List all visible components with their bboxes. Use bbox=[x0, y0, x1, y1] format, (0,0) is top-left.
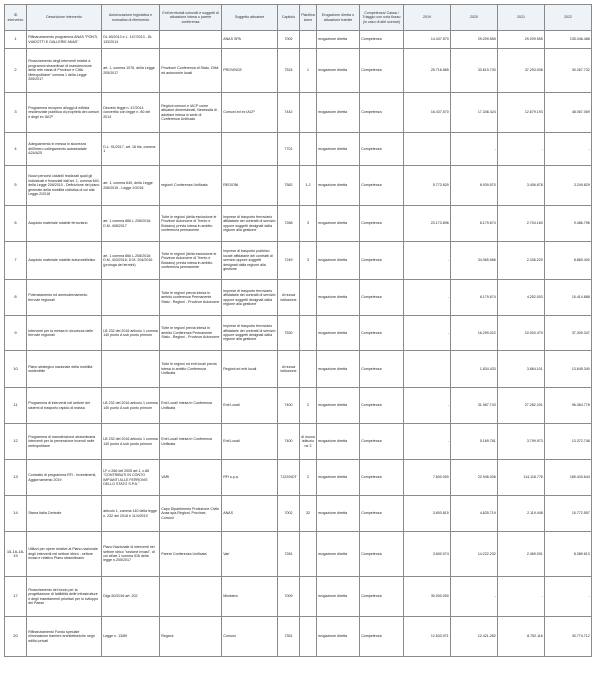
table-cell-2019: 23.173.896 bbox=[404, 206, 451, 242]
table-cell-2019: 14.437.570 bbox=[404, 31, 451, 49]
table-cell-competence: Competenza bbox=[360, 280, 404, 316]
table-cell-planning bbox=[300, 280, 317, 316]
table-cell-id: 13 bbox=[5, 460, 27, 496]
table-cell-2022: - bbox=[545, 577, 592, 617]
table-cell-authorization: art. 1 comma 866 L.208/2016; D.M. 403/2016; D.M. 204/2016 (proroga dei termini) bbox=[102, 242, 160, 280]
table-cell-implementer: Enti Locali bbox=[222, 388, 278, 424]
table-cell-description: Potenziamento ed ammodernamento ferrovie regionali bbox=[27, 280, 102, 316]
table-cell-2022: 9.486.796 bbox=[545, 206, 592, 242]
col-2021-header: 2021 bbox=[498, 5, 545, 31]
col-2019-header: 2019 bbox=[404, 5, 451, 31]
table-cell-2021: 37.293.008 bbox=[498, 49, 545, 93]
table-cell-implementer: ANAS bbox=[222, 496, 278, 532]
table-cell-disbursement: erogazione diretta bbox=[317, 49, 360, 93]
header-row bbox=[5, 5, 592, 31]
table-cell-competence: Competenza bbox=[360, 49, 404, 93]
table-cell-2020: 6.939.570 bbox=[451, 166, 498, 206]
table-cell-chapter: 7268 bbox=[278, 206, 300, 242]
table-cell-2022: 15.772.557 bbox=[545, 496, 592, 532]
table-cell-id: 17 bbox=[5, 577, 27, 617]
table-cell-authorization bbox=[102, 351, 160, 388]
table-cell-2020: - bbox=[451, 133, 498, 166]
table-cell-chapter: 7582 bbox=[278, 166, 300, 206]
table-cell-description: Acquisto materiale rotabile ferroviario bbox=[27, 206, 102, 242]
table-cell-chapter: 7009 bbox=[278, 577, 300, 617]
table-cell-chapter: di nuova istituzione bbox=[278, 280, 300, 316]
col-id-header: ID intervento bbox=[5, 5, 27, 31]
col-2022-header: 2022 bbox=[545, 5, 592, 31]
table-cell-entities: Regioni comuni e IACP come attuatori dimensionali, Necessità di adottare intesa in sede di Conferenza Unificata bbox=[160, 93, 222, 133]
table-cell-entities: Parere Conferenza Unificata bbox=[160, 532, 222, 577]
table-row bbox=[5, 49, 592, 93]
table-cell-competence: Competenza bbox=[360, 496, 404, 532]
table-cell-competence: Competenza bbox=[360, 93, 404, 133]
table-cell-2020: 22.946.036 bbox=[451, 460, 498, 496]
table-cell-disbursement: erogazione diretta bbox=[317, 460, 360, 496]
table-cell-implementer: Comuni bbox=[222, 617, 278, 657]
table-cell-entities: Regioni bbox=[160, 617, 222, 657]
table-cell-chapter: 7442 bbox=[278, 93, 300, 133]
col-chapter-header: Capitolo bbox=[278, 5, 300, 31]
table-row bbox=[5, 460, 592, 496]
col-disbursement-header: Erogazione diretta o attuazione tramite bbox=[317, 5, 360, 31]
table-cell-planning: 1-2 bbox=[300, 166, 317, 206]
table-cell-implementer: Comuni ed ex IACP bbox=[222, 93, 278, 133]
table-cell-2020: 29.209.555 bbox=[451, 31, 498, 49]
table-cell-2019: 16.437.570 bbox=[404, 93, 451, 133]
table-cell-id: 6 bbox=[5, 206, 27, 242]
table-cell-id: 9 bbox=[5, 316, 27, 351]
table-cell-competence: Competenza bbox=[360, 388, 404, 424]
table-cell-competence: Competenza bbox=[360, 577, 404, 617]
table-cell-disbursement: erogazione diretta bbox=[317, 31, 360, 49]
table-row bbox=[5, 388, 592, 424]
table-cell-2022: 3.249.829 bbox=[545, 166, 592, 206]
table-cell-2020: 6.179.674 bbox=[451, 280, 498, 316]
table-cell-2021: 3.864.101 bbox=[498, 351, 545, 388]
table-cell-chapter: 7002 bbox=[278, 31, 300, 49]
col-2020-header: 2020 bbox=[451, 5, 498, 31]
table-cell-disbursement: erogazione diretta bbox=[317, 93, 360, 133]
table-cell-planning bbox=[300, 93, 317, 133]
table-cell-2022: 8.880.400 bbox=[545, 242, 592, 280]
table-cell-disbursement: erogazione diretta bbox=[317, 133, 360, 166]
table-cell-description: Programma di interventi nel settore dei sistemi di trasporto rapido di massa bbox=[27, 388, 102, 424]
table-cell-planning bbox=[300, 31, 317, 49]
table-cell-2022: 185.443.644 bbox=[545, 460, 592, 496]
table-row bbox=[5, 496, 592, 532]
table-cell-entities bbox=[160, 133, 222, 166]
table-row bbox=[5, 617, 592, 657]
table-cell-id: 4 bbox=[5, 133, 27, 166]
table-cell-authorization: Dlgs 50/2016 art. 202 bbox=[102, 577, 160, 617]
table-cell-authorization: Decreto legge n. 47/2014 convertito con legge n. 80 del 2014 bbox=[102, 93, 160, 133]
table-cell-authorization: Legge n. 13/89 bbox=[102, 617, 160, 657]
table-cell-2019: 3.600.974 bbox=[404, 532, 451, 577]
table-cell-authorization: art. 1, comma 1076, della Legge 205/2017 bbox=[102, 49, 160, 93]
table-cell-implementer: Regioni ed enti locali bbox=[222, 351, 278, 388]
table-cell-2019: 5.773.829 bbox=[404, 166, 451, 206]
table-cell-2021: 2.119.448 bbox=[498, 496, 545, 532]
table-cell-2022: 15.414.888 bbox=[545, 280, 592, 316]
table-cell-competence: Competenza bbox=[360, 316, 404, 351]
table-cell-implementer: Imprese di trasporto ferroviario affidatarie dei contratti di servizio oppure soggetti designati dalla regione alla gestione bbox=[222, 206, 278, 242]
table-cell-disbursement: erogazione diretta bbox=[317, 617, 360, 657]
table-cell-id: 8 bbox=[5, 280, 27, 316]
table-cell-description: Piano strategico nazionale della mobilità sostenibile bbox=[27, 351, 102, 388]
col-implementer-header: Soggetto attuatore bbox=[222, 5, 278, 31]
table-row bbox=[5, 351, 592, 388]
table-cell-chapter: 7701 bbox=[278, 133, 300, 166]
table-cell-2021: 3.406.678 bbox=[498, 166, 545, 206]
table-cell-description: Programma di manutenzione straordinaria interventi per la prevenzione incendi nelle metropolitane bbox=[27, 424, 102, 460]
table-cell-authorization: articolo 1, comma 140 della legge n. 232 del 2016 e 11/4/2019 bbox=[102, 496, 160, 532]
table-cell-description: Finanziamento del fondo per la progettazione di fattibilità delle infrastrutture e degli insediamenti prioritari per lo sviluppo del Paese bbox=[27, 577, 102, 617]
table-cell-description: Nuovi percorsi ciclabili realizzati quali gli individuati e finanziati dall'art. 1, comma 640, della Legge 208/2015 - Definizione del piano generale della mobilità ciclistica di cui alla Legge 2/2018 bbox=[27, 166, 102, 206]
table-cell-description: Rifinanziamento programma ANAS "PONTI, VIADOTTI E GALLERIE ANAS" bbox=[27, 31, 102, 49]
table-cell-2019 bbox=[404, 351, 451, 388]
table-row bbox=[5, 166, 592, 206]
table-cell-implementer: REGIONI bbox=[222, 166, 278, 206]
table-cell-2021: 10.003.479 bbox=[498, 316, 545, 351]
table-cell-2020: 34.065.566 bbox=[451, 242, 498, 280]
table-cell-planning bbox=[300, 316, 317, 351]
table-cell-2021: 29.209.555 bbox=[498, 31, 545, 49]
table-cell-disbursement: erogazione diretta bbox=[317, 280, 360, 316]
table-cell-2020: 17.346.424 bbox=[451, 93, 498, 133]
table-cell-planning: 3 bbox=[300, 242, 317, 280]
table-cell-2022: 96.364.778 bbox=[545, 388, 592, 424]
table-cell-authorization: LF n.266 del 2005 art.1, c.86 "CONTRIBUTI IN CONTO IMPIANTI ALLE FERROVIE DELLO STATO S.P.A." bbox=[102, 460, 160, 496]
table-cell-2021: 3.799.973 bbox=[498, 424, 545, 460]
col-description-header: Descrizione intervento bbox=[27, 5, 102, 31]
table-cell-planning bbox=[300, 133, 317, 166]
table-cell-authorization: Piano Nazionale di interventi nel settore idrico "sezione invasi", di cui all'art.1 comma 516 della legge n.205/2017 bbox=[102, 532, 160, 577]
table-cell-2020: 16.299.022 bbox=[451, 316, 498, 351]
col-authorization-header: Autorizzazione legislativa e normativa di riferimento bbox=[102, 5, 160, 31]
table-cell-2022: - bbox=[545, 133, 592, 166]
table-cell-2019: 12.633.971 bbox=[404, 617, 451, 657]
table-cell-2020: 33.619.730 bbox=[451, 49, 498, 93]
table-cell-implementer: Imprese di trasporto pubblico locale affidatarie dei contratti di servizio oppure soggetti designati dalla regione alla gestione bbox=[222, 242, 278, 280]
budget-table-sheet bbox=[4, 4, 591, 684]
table-cell-planning: 32 bbox=[300, 496, 317, 532]
table-row bbox=[5, 206, 592, 242]
table-cell-description: Utilizzi per opere relative al Piano nazionale degli interventi nel settore idrico - settore invasi e relativo Piano straordinario bbox=[27, 532, 102, 577]
table-cell-id: 11 bbox=[5, 388, 27, 424]
table-cell-chapter: 7002 bbox=[278, 496, 300, 532]
table-cell-2021: - bbox=[498, 133, 545, 166]
table-cell-2020: 12.421.282 bbox=[451, 617, 498, 657]
table-cell-disbursement: erogazione diretta bbox=[317, 496, 360, 532]
table-cell-id: 15-16-18-19 bbox=[5, 532, 27, 577]
table-cell-implementer: Imprese di trasporto ferroviario affidatarie dei contratti di servizio oppure soggetti designati dalla regione alla gestione bbox=[222, 280, 278, 316]
table-cell-entities bbox=[160, 577, 222, 617]
table-cell-2021: 2.336.229 bbox=[498, 242, 545, 280]
table-cell-chapter: 7122/NOT bbox=[278, 460, 300, 496]
table-cell-entities: Tutte le regioni (della esclusione le Province Autonome di Trento e Bolzano) previa intesa in ambito conferenza permanente bbox=[160, 242, 222, 280]
table-cell-chapter: 7249 bbox=[278, 242, 300, 280]
table-cell-2020: 6.179.674 bbox=[451, 206, 498, 242]
table-body bbox=[5, 31, 592, 657]
table-cell-description: Acquisto materiale rotabile automobilistico bbox=[27, 242, 102, 280]
table-cell-description: Programma recupero alloggi di edilizia residenziale pubblica di proprietà dei comuni e degli ex IACP bbox=[27, 93, 102, 133]
interventions-table bbox=[4, 4, 592, 657]
table-cell-disbursement: erogazione diretta bbox=[317, 316, 360, 351]
table-row bbox=[5, 93, 592, 133]
table-cell-2019: 30.000.000 bbox=[404, 577, 451, 617]
table-cell-description: Interventi per la messa in sicurezza delle ferrovie regionali bbox=[27, 316, 102, 351]
table-cell-authorization: art. 1 comma 866 L.208/2016; D.M. 408/2017 bbox=[102, 206, 160, 242]
col-competence-header: Competenza/ Cassa / Triaggio con nota flusso (in caso di altri scenari) bbox=[360, 5, 404, 31]
table-cell-id: 7 bbox=[5, 242, 27, 280]
table-cell-chapter: 7281 bbox=[278, 532, 300, 577]
table-cell-2022: 30.267.732 bbox=[545, 49, 592, 93]
table-cell-2019 bbox=[404, 133, 451, 166]
table-cell-chapter: 7530 bbox=[278, 316, 300, 351]
table-cell-2022: 13.372.748 bbox=[545, 424, 592, 460]
table-cell-chapter: 7524 bbox=[278, 49, 300, 93]
table-cell-competence: Competenza bbox=[360, 31, 404, 49]
table-row bbox=[5, 532, 592, 577]
table-cell-authorization bbox=[102, 280, 160, 316]
table-cell-entities: Enti Locali Intesa in Conferenza Unificata bbox=[160, 388, 222, 424]
table-cell-implementer bbox=[222, 133, 278, 166]
table-cell-entities: Tutte le regioni previa intesa in ambito Conferenza Permanente Stato - Regioni - Province Autonome bbox=[160, 316, 222, 351]
table-cell-planning bbox=[300, 532, 317, 577]
table-cell-entities: VARI bbox=[160, 460, 222, 496]
table-cell-id: 14 bbox=[5, 496, 27, 532]
table-cell-entities: Tutte le regioni (della esclusione le Province Autonome di Trento e Bolzano) previa intesa in ambito conferenza permanente bbox=[160, 206, 222, 242]
table-cell-authorization: DL 69/2013 e L. 147/2013 - DL 133/2014 bbox=[102, 31, 160, 49]
table-cell-2021: 2.469.001 bbox=[498, 532, 545, 577]
table-cell-2019: 3.600.815 bbox=[404, 496, 451, 532]
table-cell-2020: 5.169.781 bbox=[451, 424, 498, 460]
col-planning-header: Pianificazione bbox=[300, 5, 317, 31]
table-cell-authorization: LB 232 del 2016 articolo 1 comma 140 punto A sub punto primum bbox=[102, 424, 160, 460]
table-cell-implementer: Ministero bbox=[222, 577, 278, 617]
table-cell-chapter: di nuova istituzione bbox=[278, 351, 300, 388]
table-cell-competence: Competenza bbox=[360, 166, 404, 206]
table-cell-id: 1 bbox=[5, 31, 27, 49]
table-row bbox=[5, 316, 592, 351]
table-cell-implementer: RFI s.p.a. bbox=[222, 460, 278, 496]
table-row bbox=[5, 280, 592, 316]
table-cell-2022: 48.067.069 bbox=[545, 93, 592, 133]
table-cell-2022: 30.774.712 bbox=[545, 617, 592, 657]
table-cell-description: Sisma Italia Centrale bbox=[27, 496, 102, 532]
table-cell-entities: Enti Locali Intesa in Conferenza Unificata bbox=[160, 424, 222, 460]
table-cell-competence: Competenza bbox=[360, 532, 404, 577]
table-cell-authorization: D.L. 91/2017, art. 16 bis, comma 1 bbox=[102, 133, 160, 166]
table-cell-2021: 114.118.775 bbox=[498, 460, 545, 496]
table-cell-2019: 7.600.000 bbox=[404, 460, 451, 496]
table-cell-2022: 37.309.347 bbox=[545, 316, 592, 351]
table-cell-2021: - bbox=[498, 577, 545, 617]
table-cell-competence: Competenza bbox=[360, 424, 404, 460]
table-cell-disbursement: erogazione diretta bbox=[317, 424, 360, 460]
table-cell-chapter: 7400 bbox=[278, 424, 300, 460]
table-cell-disbursement: erogazione diretta bbox=[317, 166, 360, 206]
table-cell-2022: 8.389.613 bbox=[545, 532, 592, 577]
table-cell-2021: 2.704.160 bbox=[498, 206, 545, 242]
table-cell-2019: - bbox=[404, 424, 451, 460]
table-cell-competence: Competenza bbox=[360, 242, 404, 280]
table-cell-description: Rifinanziamento Fondo speciale eliminazione barriere architettoniche negli edifici privati bbox=[27, 617, 102, 657]
table-cell-disbursement: erogazione diretta bbox=[317, 206, 360, 242]
table-row bbox=[5, 577, 592, 617]
col-entities-header: Enti territoriali coinvolti e soggetti di attuazione intesa o parere conferenza bbox=[160, 5, 222, 31]
table-cell-planning: 2 bbox=[300, 388, 317, 424]
table-cell-chapter: 7351 bbox=[278, 617, 300, 657]
table-cell-id: 5 bbox=[5, 166, 27, 206]
table-cell-description: Finanziamento degli interventi relativi a programmi straordinari di manutenzione della rete viaria di Province e Città Metropolitane" comma 1 della Legge 205/2017 bbox=[27, 49, 102, 93]
table-cell-2020: 14.222.232 bbox=[451, 532, 498, 577]
table-row bbox=[5, 242, 592, 280]
table-cell-competence: Competenza bbox=[360, 617, 404, 657]
table-cell-2019: - bbox=[404, 280, 451, 316]
table-cell-planning bbox=[300, 577, 317, 617]
table-cell-2022: 135.346.488 bbox=[545, 31, 592, 49]
table-cell-2021: 4.252.003 bbox=[498, 280, 545, 316]
table-cell-id: 3 bbox=[5, 93, 27, 133]
table-cell-entities bbox=[160, 31, 222, 49]
table-cell-2021: 8.752.116 bbox=[498, 617, 545, 657]
table-cell-chapter: 7400 bbox=[278, 388, 300, 424]
table-row bbox=[5, 424, 592, 460]
table-cell-2020: - bbox=[451, 577, 498, 617]
table-cell-implementer: Vari bbox=[222, 532, 278, 577]
table-cell-description: Adeguamento in messa in sicurezza dell'intero collegamento autostradale A24/A25 bbox=[27, 133, 102, 166]
table-cell-implementer: Enti Locali bbox=[222, 424, 278, 460]
table-cell-2019: - bbox=[404, 316, 451, 351]
table-cell-2020: 31.987.743 bbox=[451, 388, 498, 424]
table-cell-planning: di nuova istituzione 2 bbox=[300, 424, 317, 460]
table-cell-disbursement: erogazione diretta bbox=[317, 242, 360, 280]
table-cell-id: 20 bbox=[5, 617, 27, 657]
table-cell-implementer: ANAS SPA bbox=[222, 31, 278, 49]
table-cell-competence: Competenza bbox=[360, 133, 404, 166]
table-cell-competence: Competenza bbox=[360, 351, 404, 388]
table-cell-authorization: LB 232 del 2016 articolo 1 comma 140 punto A sub punto primum bbox=[102, 316, 160, 351]
table-cell-2021: 27.282.201 bbox=[498, 388, 545, 424]
table-cell-2019: - bbox=[404, 388, 451, 424]
table-cell-entities: Capo Dipartimento Protezione Civile Anas spa-Regioni, Province, Comuni bbox=[160, 496, 222, 532]
table-cell-planning bbox=[300, 617, 317, 657]
table-cell-description: Contratto di programma RFI - Investimenti, Aggiornamento 2019 bbox=[27, 460, 102, 496]
table-cell-planning: 2 bbox=[300, 460, 317, 496]
table-cell-competence: Competenza bbox=[360, 460, 404, 496]
table-cell-planning bbox=[300, 351, 317, 388]
table-cell-2019: 25.716.865 bbox=[404, 49, 451, 93]
table-cell-disbursement: erogazione diretta bbox=[317, 577, 360, 617]
table-cell-2021: 12.679.193 bbox=[498, 93, 545, 133]
table-cell-entities: Tutte le regioni previa intesa in ambito conferenza Permanente Stato - Regioni - Province Autonome bbox=[160, 280, 222, 316]
table-cell-entities: Province/ Conferenza di Stato, Città ed autonomie locali bbox=[160, 49, 222, 93]
table-cell-competence: Competenza bbox=[360, 206, 404, 242]
table-cell-disbursement: erogazione diretta bbox=[317, 532, 360, 577]
table-cell-authorization: LB 232 del 2016 articolo 1 comma 140 punto A sub punto primum bbox=[102, 388, 160, 424]
table-cell-id: 12 bbox=[5, 424, 27, 460]
table-cell-implementer: PROVINCE bbox=[222, 49, 278, 93]
table-cell-2022: 13.645.340 bbox=[545, 351, 592, 388]
table-cell-id: 2 bbox=[5, 49, 27, 93]
table-cell-entities: Tutte le regioni ed enti locali previa intesa in ambito Conferenza Unificata bbox=[160, 351, 222, 388]
table-cell-2020: 4.625.719 bbox=[451, 496, 498, 532]
table-cell-implementer: Imprese di trasporto ferroviario affidatarie dei contratti di servizio oppure soggetti designati dalla regione alla gestione bbox=[222, 316, 278, 351]
table-cell-disbursement: erogazione diretta bbox=[317, 388, 360, 424]
table-cell-id: 10 bbox=[5, 351, 27, 388]
table-cell-entities: regioni/ Conferenza Unificata bbox=[160, 166, 222, 206]
table-cell-authorization: art. 1, comma 640, della Legge 208/2015 - Legge 2/2018 bbox=[102, 166, 160, 206]
table-cell-disbursement: erogazione diretta bbox=[317, 351, 360, 388]
table-row bbox=[5, 133, 592, 166]
table-cell-2020: 1.834.433 bbox=[451, 351, 498, 388]
table-cell-planning: 1 bbox=[300, 49, 317, 93]
table-cell-planning: 3 bbox=[300, 206, 317, 242]
table-row bbox=[5, 31, 592, 49]
table-cell-2019: - bbox=[404, 242, 451, 280]
